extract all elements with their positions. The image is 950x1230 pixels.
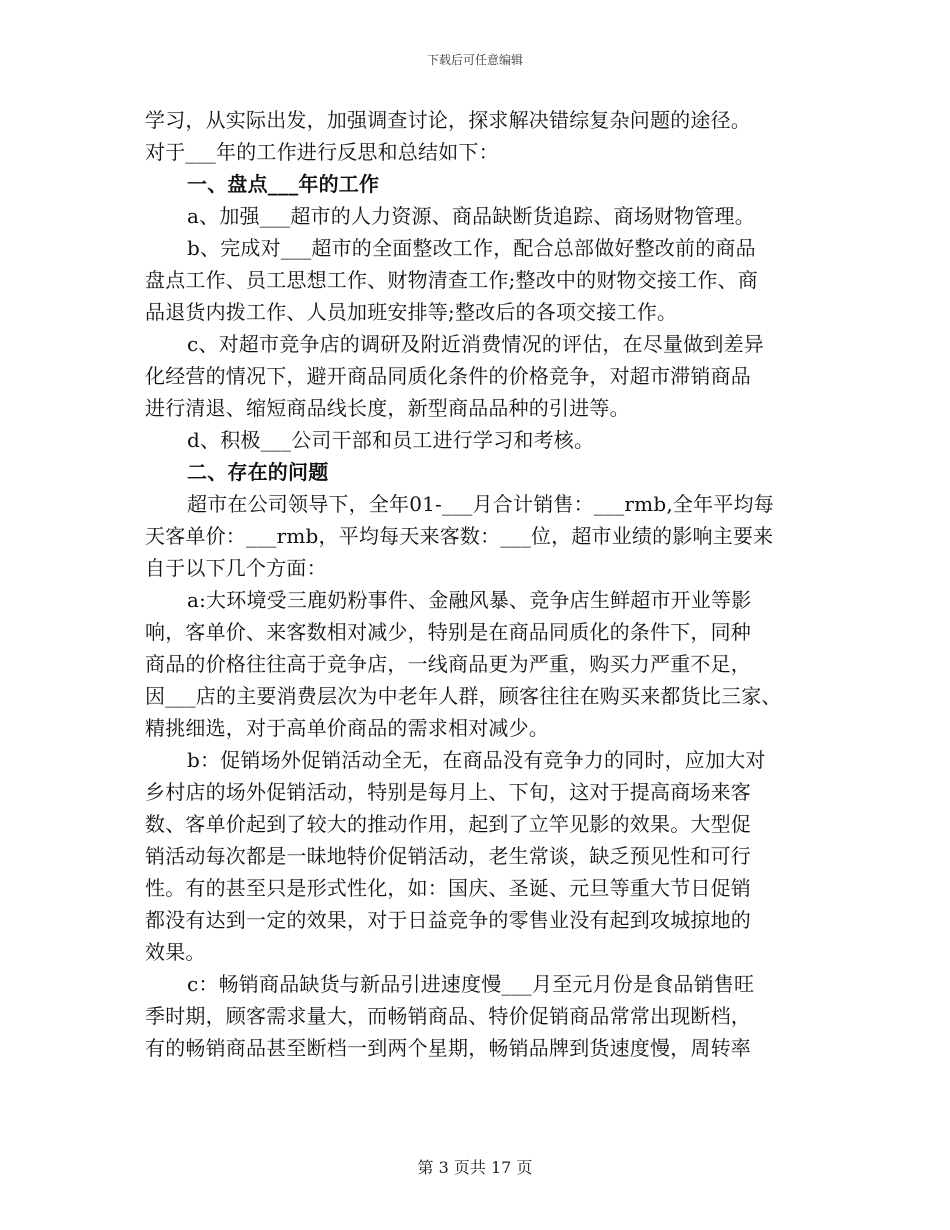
document-body: [145, 104, 811, 1064]
body-line: b、完成对___超市的全面整改工作，配合总部做好整改前的商品: [187, 236, 756, 260]
body-line: 销活动每次都是一昧地特价促销活动，老生常谈，缺乏预见性和可行: [145, 844, 751, 868]
body-line: 超市在公司领导下，全年01-___月合计销售：___rmb,全年平均每: [187, 492, 774, 516]
body-line: 盘点工作、员工思想工作、财物清查工作;整改中的财物交接工作、商: [145, 268, 758, 292]
body-line: d、积极___公司干部和员工进行学习和考核。: [187, 428, 595, 452]
body-line: 响，客单价、来客数相对减少，特别是在商品同质化的条件下，同种: [145, 620, 751, 644]
body-line: b：促销场外促销活动全无，在商品没有竞争力的同时，应加大对: [187, 748, 766, 772]
section-heading: 二、存在的问题: [187, 460, 329, 484]
body-line: 化经营的情况下，避开商品同质化条件的价格竞争，对超市滞销商品: [145, 364, 751, 388]
body-line: 对于___年的工作进行反思和总结如下：: [145, 140, 499, 164]
body-line: c：畅销商品缺货与新品引进速度慢___月至元月份是食品销售旺: [187, 972, 755, 996]
body-line: a、加强___超市的人力资源、商品缺断货追踪、商场财物管理。: [187, 204, 755, 228]
page-header: 下载后可任意编辑: [426, 53, 523, 67]
body-line: 天客单价：___rmb，平均每天来客数：___位，超市业绩的影响主要来: [145, 524, 774, 548]
body-line: 都没有达到一定的效果，对于日益竞争的零售业没有起到攻城掠地的: [145, 908, 751, 932]
body-line: 乡村店的场外促销活动，特别是每月上、下旬，这对于提高商场来客: [145, 780, 751, 804]
body-line: 商品的价格往往高于竞争店，一线商品更为严重，购买力严重不足，: [145, 652, 751, 676]
body-line: 品退货内拨工作、人员加班安排等;整改后的各项交接工作。: [145, 300, 678, 324]
body-line: 因___店的主要消费层次为中老年人群，顾客往往在购买来都货比三家、: [145, 684, 782, 708]
body-line: 数、客单价起到了较大的推动作用，起到了立竿见影的效果。大型促: [145, 812, 751, 836]
page-number: 第 3 页共 17 页: [417, 1158, 533, 1177]
body-line: 自于以下几个方面：: [145, 556, 327, 580]
body-line: 有的畅销商品甚至断档一到两个星期，畅销品牌到货速度慢，周转率: [145, 1036, 751, 1060]
section-heading: 一、盘点___年的工作: [187, 172, 380, 196]
body-line: 性。有的甚至只是形式性化，如：国庆、圣诞、元旦等重大节日促销: [145, 876, 751, 900]
body-line: c、对超市竞争店的调研及附近消费情况的评估，在尽量做到差异: [187, 332, 765, 356]
body-line: 季时期，顾客需求量大，而畅销商品、特价促销商品常常出现断档，: [145, 1004, 751, 1028]
body-line: 进行清退、缩短商品线长度，新型商品品种的引进等。: [145, 396, 630, 420]
body-line: 精挑细选，对于高单价商品的需求相对减少。: [145, 716, 549, 740]
body-line: 学习，从实际出发，加强调查讨论，探求解决错综复杂问题的途径。: [145, 108, 751, 132]
body-line: 效果。: [145, 940, 206, 964]
body-line: a:大环境受三鹿奶粉事件、金融风暴、竞争店生鲜超市开业等影: [187, 588, 752, 612]
